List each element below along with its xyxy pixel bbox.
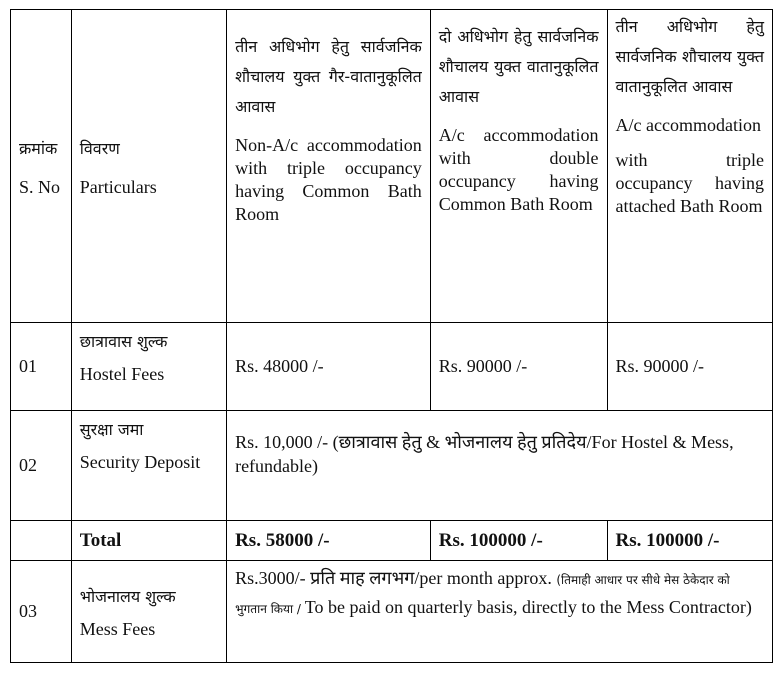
header-col3-english-2: with triple occupancy having attached Bath Room (615, 150, 764, 216)
header-sno-hindi: क्रमांक (19, 138, 58, 158)
header-particulars-english: Particulars (79, 176, 157, 197)
value-non-ac (227, 323, 431, 411)
table-row-total (11, 521, 773, 561)
row-sno (11, 561, 72, 663)
mess-note-hindi: (तिमाही आधार पर सीधे मेस ठेकेदार को भुगतान किया / (235, 573, 730, 616)
header-col2-english: A/c accommodation with double occupancy having Common Bath Room (438, 125, 599, 214)
table-row-hostel-fees (11, 323, 773, 411)
total-non-ac (227, 521, 431, 561)
label-english: Security Deposit (79, 452, 201, 472)
row-sno (11, 323, 72, 411)
header-col3-hindi: तीन अधिभोग हेतु सार्वजनिक शौचालय युक्त वातानुकूलित आवास (615, 17, 764, 96)
label-hindi: भोजनालय शुल्क (79, 587, 176, 606)
amount: Rs. 90000 /- (615, 355, 705, 376)
mess-rate: Rs.3000/- प्रति माह लगभग/per month approx. (235, 568, 557, 588)
amount: Rs. 58000 /- (235, 529, 330, 551)
amount: Rs. 90000 /- (438, 355, 528, 376)
header-col1-hindi: तीन अधिभोग हेतु सार्वजनिक शौचालय युक्त गैर-वातानुकूलित आवास (235, 37, 422, 116)
total-label: Total (79, 529, 122, 551)
amount: Rs. 100000 /- (438, 529, 543, 551)
header-ac-triple (607, 10, 773, 323)
sno-value: 01 (19, 355, 37, 376)
sno-value: 02 (19, 454, 37, 475)
label-hindi: सुरक्षा जमा (79, 420, 144, 439)
header-sno (11, 10, 72, 323)
mess-note-english: To be paid on quarterly basis, directly to the Mess Contractor) (304, 597, 752, 617)
label-english: Hostel Fees (79, 364, 165, 384)
header-col1-english: Non-A/c accommodation with triple occupancy having Common Bath Room (235, 135, 422, 224)
sno-value: 03 (19, 600, 37, 621)
label-english: Mess Fees (79, 619, 156, 639)
row-label (71, 521, 226, 561)
header-row (11, 10, 773, 323)
table-row-security-deposit (11, 411, 773, 521)
deposit-text: Rs. 10,000 /- (छात्रावास हेतु & भोजनालय हेतु प्रतिदेय/For Hostel & Mess, refundable) (235, 432, 734, 476)
label-hindi: छात्रावास शुल्क (79, 332, 168, 351)
row-label (71, 411, 226, 521)
row-label (71, 323, 226, 411)
row-sno (11, 521, 72, 561)
value-ac-double (430, 323, 607, 411)
total-ac-double (430, 521, 607, 561)
row-sno (11, 411, 72, 521)
header-sno-english: S. No (19, 176, 61, 197)
header-col2-hindi: दो अधिभोग हेतु सार्वजनिक शौचालय युक्त वातानुकूलित आवास (438, 27, 599, 106)
value-ac-triple (607, 323, 773, 411)
header-particulars-hindi: विवरण (79, 138, 120, 158)
table-row-mess-fees (11, 561, 773, 663)
row-label (71, 561, 226, 663)
fee-table (10, 9, 773, 663)
header-non-ac-triple (227, 10, 431, 323)
amount: Rs. 100000 /- (615, 529, 720, 551)
header-ac-double (430, 10, 607, 323)
security-deposit-value (227, 411, 773, 521)
mess-fees-value (227, 561, 773, 663)
total-ac-triple (607, 521, 773, 561)
amount: Rs. 48000 /- (235, 355, 324, 376)
header-particulars (71, 10, 226, 323)
header-col3-english-1: A/c accommodation (615, 115, 761, 135)
